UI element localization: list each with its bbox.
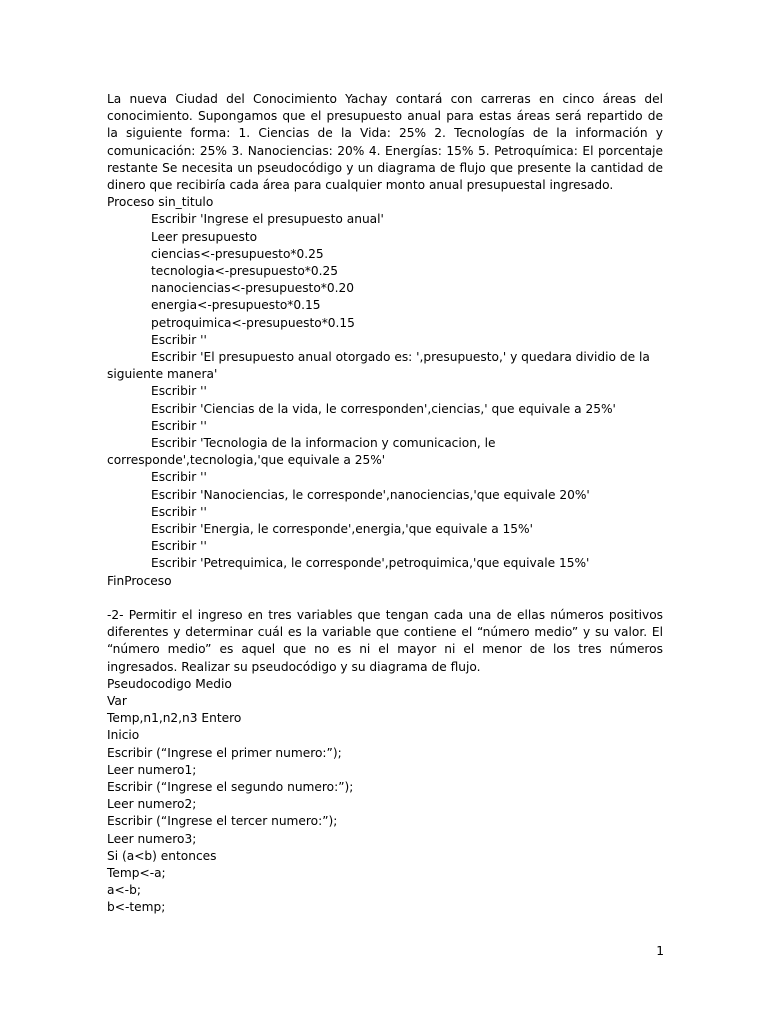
pseudocode-line: Leer numero3; <box>107 831 197 846</box>
code-line: ciencias<-presupuesto*0.25 <box>151 246 324 261</box>
pseudocode-line: a<-b; <box>107 883 141 898</box>
code-line <box>107 435 663 469</box>
code-line: nanociencias<-presupuesto*0.20 <box>151 281 355 296</box>
code-line: petroquimica<-presupuesto*0.15 <box>151 315 355 330</box>
code-line: Escribir '' <box>151 384 207 399</box>
pseudocode-line: Temp,n1,n2,n3 Entero <box>107 711 242 726</box>
paragraph-gap <box>107 590 663 607</box>
proceso-footer: FinProceso <box>107 573 172 588</box>
pseudocode-line: Escribir (“Ingrese el segundo numero:”); <box>107 779 354 794</box>
code-line: Escribir '' <box>151 470 207 485</box>
code-line-text: Escribir 'El presupuesto anual otorgado es: ',presupuesto,' y quedara dividio de la siguiente manera' <box>107 350 650 382</box>
code-line: Escribir 'Energia, le corresponde',energia,'que equivale a 15%' <box>151 522 533 537</box>
code-line: energia<-presupuesto*0.15 <box>151 298 321 313</box>
code-line: Escribir '' <box>151 418 207 433</box>
code-line: Escribir 'Ciencias de la vida, le corresponden',ciencias,' que equivale a 25%' <box>151 401 616 416</box>
pseudocode-line: Var <box>107 693 127 708</box>
pseudocode-line: Escribir (“Ingrese el primer numero:”); <box>107 745 342 760</box>
proceso-header: Proceso sin_titulo <box>107 195 214 210</box>
pseudocode-line: Leer numero1; <box>107 762 197 777</box>
code-line: Escribir '' <box>151 332 207 347</box>
code-line-text: Escribir 'Tecnologia de la informacion y comunicacion, le corresponde',tecnologia,'que equivale a 25%' <box>107 436 496 468</box>
pseudocode-line: b<-temp; <box>107 900 166 915</box>
code-line: Escribir 'Nanociencias, le corresponde',nanociencias,'que equivale 20%' <box>151 487 590 502</box>
pseudocode-line: Temp<-a; <box>107 865 166 880</box>
pseudocode-line: Leer numero2; <box>107 797 197 812</box>
question-2: -2- Permitir el ingreso en tres variables que tengan cada una de ellas números positivos diferentes y determinar cuál es la variable que contiene el “número medio” y su valor. El “número medio” es aquel que no es ni el mayor ni el menor de los tres números ingresados. Realizar su pseudocódigo y su diagrama de flujo. <box>107 607 663 674</box>
document-page <box>107 91 663 917</box>
problem-statement: La nueva Ciudad del Conocimiento Yachay contará con carreras en cinco áreas del conocimiento. Supongamos que el presupuesto anual para estas áreas será repartido de la siguiente forma: 1. Ciencias de la Vida: 25% 2. Tecnologías de la información y comunicación: 25% 3. Nanociencias: 20% 4. Energías: 15% 5. Petroquímica: El porcentaje restante Se necesita un pseudocódigo y un diagrama de flujo que presente la cantidad de dinero que recibiría cada área para cualquier monto anual presupuestal ingresado. <box>107 92 663 193</box>
pseudocode-line: Escribir (“Ingrese el tercer numero:”); <box>107 814 338 829</box>
pseudocode-line: Pseudocodigo Medio <box>107 676 232 691</box>
code-line: Leer presupuesto <box>151 229 258 244</box>
page-number: 1 <box>656 944 664 958</box>
code-line: Escribir '' <box>151 504 207 519</box>
code-line: tecnologia<-presupuesto*0.25 <box>151 264 339 279</box>
code-line: Escribir 'Ingrese el presupuesto anual' <box>151 212 384 227</box>
code-line <box>107 349 663 383</box>
pseudocode-line: Si (a<b) entonces <box>107 848 217 863</box>
pseudocode-line: Inicio <box>107 728 140 743</box>
code-line: Escribir 'Petrequimica, le corresponde',petroquimica,'que equivale 15%' <box>151 556 590 571</box>
code-line: Escribir '' <box>151 539 207 554</box>
